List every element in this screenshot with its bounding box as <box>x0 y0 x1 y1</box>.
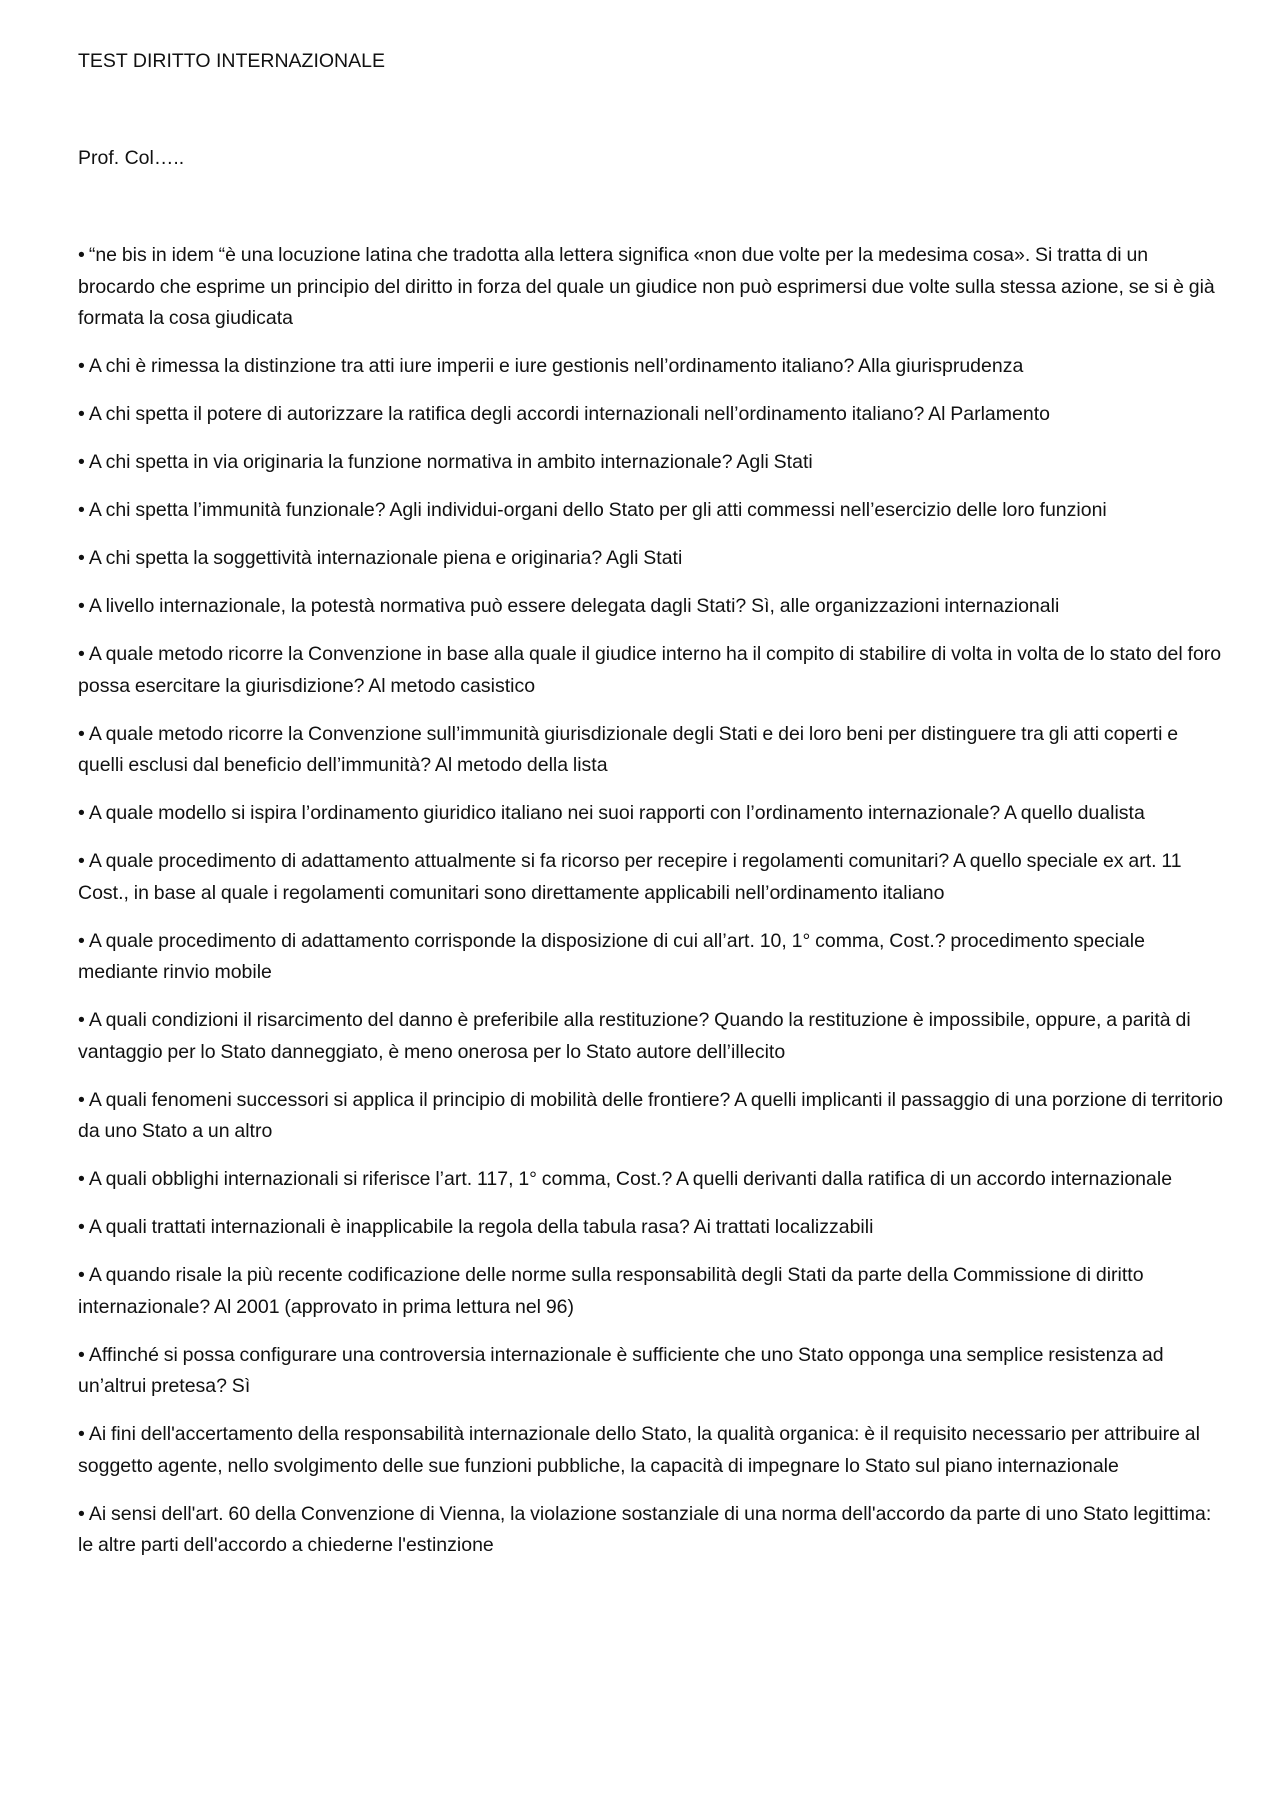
bullet-icon: • <box>78 355 85 377</box>
qa-text: A quale metodo ricorre la Convenzione sull’immunità giurisdizionale degli Stati e dei loro beni per distinguere tra gli atti coperti e quelli esclusi dal beneficio dell’immunità? Al metodo della lista <box>78 722 1179 776</box>
list-item <box>78 719 1228 782</box>
qa-text: A chi è rimessa la distinzione tra atti iure imperii e iure gestionis nell’ordinamento italiano? Alla giurisprudenza <box>88 355 1024 377</box>
document-title: TEST DIRITTO INTERNAZIONALE <box>78 50 385 72</box>
list-item <box>78 1499 1228 1562</box>
list-item <box>78 1164 1228 1196</box>
qa-text: A quando risale la più recente codificazione delle norme sulla responsabilità degli Stati da parte della Commissione di diritto internazionale? Al 2001 (approvato in prima lettura nel 96) <box>78 1264 1144 1318</box>
list-item <box>78 1419 1228 1482</box>
qa-text: A quale procedimento di adattamento attualmente si fa ricorso per recepire i regolamenti comunitari? A quello speciale ex art. 11 Cost., in base al quale i regolamenti comunitari sono direttamente applicabili nell’ordinamento italiano <box>78 850 1182 904</box>
qa-text: A quale procedimento di adattamento corrisponde la disposizione di cui all’art. 10, 1° comma, Cost.? procedimento speciale mediante rinvio mobile <box>78 929 1145 983</box>
list-item <box>78 846 1228 909</box>
list-item <box>78 639 1228 702</box>
qa-text: A quali fenomeni successori si applica il principio di mobilità delle frontiere? A quelli implicanti il passaggio di una porzione di territorio da uno Stato a un altro <box>78 1088 1224 1142</box>
qa-text: Ai fini dell'accertamento della responsabilità internazionale dello Stato, la qualità organica: è il requisito necessario per attribuire al soggetto agente, nello svolgimento delle sue funzioni pubbliche, la capacità di impegnare lo Stato sul piano internazionale <box>78 1423 1200 1477</box>
list-item <box>78 1212 1228 1244</box>
bullet-icon: • <box>78 722 85 745</box>
qa-list <box>78 240 1228 1578</box>
qa-text: A chi spetta il potere di autorizzare la ratifica degli accordi internazionali nell’ordinamento italiano? Al Parlamento <box>88 403 1050 425</box>
bullet-icon: • <box>78 451 85 473</box>
qa-text: A quale modello si ispira l’ordinamento giuridico italiano nei suoi rapporti con l’ordinamento internazionale? A quello dualista <box>88 802 1145 824</box>
bullet-icon: • <box>78 929 85 952</box>
bullet-icon: • <box>78 1264 85 1286</box>
bullet-icon: • <box>78 802 85 824</box>
qa-text: A quali condizioni il risarcimento del danno è preferibile alla restituzione? Quando la restituzione è impossibile, oppure, a parità di vantaggio per lo Stato danneggiato, è meno onerosa per lo Stato autore dell’illecito <box>78 1009 1191 1063</box>
bullet-icon: • <box>78 1088 85 1111</box>
list-item <box>78 399 1228 431</box>
list-item <box>78 495 1228 527</box>
qa-text: Ai sensi dell'art. 60 della Convenzione di Vienna, la violazione sostanziale di una norma dell'accordo da parte di uno Stato legittima: le altre parti dell'accordo a chiederne l'estinzione <box>78 1502 1212 1556</box>
qa-text: “ne bis in idem “è una locuzione latina che tradotta alla lettera significa «non due volte per la medesima cosa». Si tratta di un brocardo che esprime un principio del diritto in forza del quale un giudice non può esprimersi due volte sulla stessa azione, se si è già formata la cosa giudicata <box>78 244 1215 329</box>
bullet-icon: • <box>78 499 85 521</box>
bullet-icon: • <box>78 403 85 425</box>
qa-text: A livello internazionale, la potestà normativa può essere delegata dagli Stati? Sì, alle organizzazioni internazionali <box>88 595 1060 617</box>
list-item <box>78 591 1228 623</box>
bullet-icon: • <box>78 643 85 665</box>
list-item <box>78 240 1228 335</box>
bullet-icon: • <box>78 1502 85 1525</box>
bullet-icon: • <box>78 1423 85 1445</box>
bullet-icon: • <box>78 244 85 266</box>
bullet-icon: • <box>78 595 85 617</box>
qa-text: A quale metodo ricorre la Convenzione in base alla quale il giudice interno ha il compito di stabilire di volta in volta de lo stato del foro possa esercitare la giurisdizione? Al metodo casistico <box>78 643 1222 697</box>
list-item <box>78 1260 1228 1323</box>
list-item <box>78 926 1228 989</box>
list-item <box>78 447 1228 479</box>
bullet-icon: • <box>78 1168 85 1190</box>
list-item <box>78 543 1228 575</box>
list-item <box>78 1085 1228 1148</box>
document-author: Prof. Col….. <box>78 147 185 169</box>
qa-text: A quali trattati internazionali è inapplicabile la regola della tabula rasa? Ai trattati localizzabili <box>88 1216 874 1238</box>
qa-text: Affinché si possa configurare una controversia internazionale è sufficiente che uno Stato opponga una semplice resistenza ad un’altrui pretesa? Sì <box>78 1343 1164 1397</box>
list-item <box>78 351 1228 383</box>
list-item <box>78 798 1228 830</box>
bullet-icon: • <box>78 1009 85 1031</box>
bullet-icon: • <box>78 1343 85 1366</box>
bullet-icon: • <box>78 547 85 569</box>
document-page <box>78 0 1228 1811</box>
qa-text: A quali obblighi internazionali si riferisce l’art. 117, 1° comma, Cost.? A quelli derivanti dalla ratifica di un accordo internazionale <box>88 1168 1173 1190</box>
list-item <box>78 1340 1228 1403</box>
list-item <box>78 1005 1228 1068</box>
qa-text: A chi spetta l’immunità funzionale? Agli individui-organi dello Stato per gli atti commessi nell’esercizio delle loro funzioni <box>88 499 1107 521</box>
qa-text: A chi spetta in via originaria la funzione normativa in ambito internazionale? Agli Stati <box>88 451 813 473</box>
bullet-icon: • <box>78 1216 85 1238</box>
bullet-icon: • <box>78 850 85 872</box>
qa-text: A chi spetta la soggettività internazionale piena e originaria? Agli Stati <box>88 547 683 569</box>
